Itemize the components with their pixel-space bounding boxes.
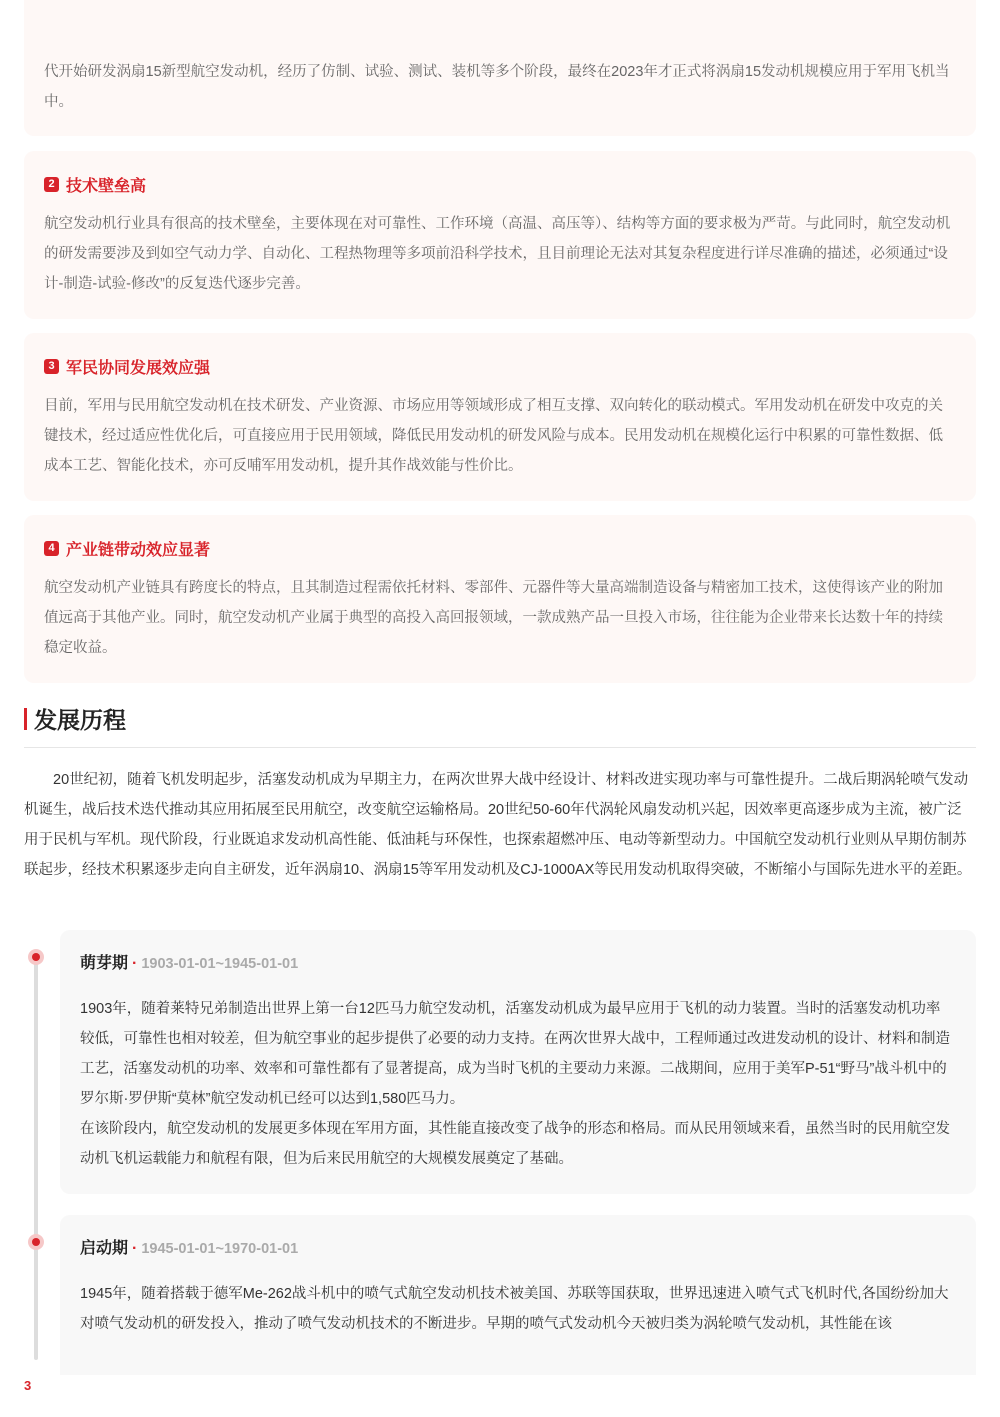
number-badge-icon: 3 [44,359,59,374]
timeline-paragraph: 在该阶段内，航空发动机的发展更多体现在军用方面，其性能直接改变了战争的形态和格局。而从民用领域来看，虽然当时的民用航空发动机飞机运载能力和航程有限，但为后来民用航空的大规模发展奠定了基础。 [80,1121,950,1167]
feature-card-text: 航空发动机行业具有很高的技术壁垒，主要体现在对可靠性、工作环境（高温、高压等）、结构等方面的要求极为严苛。与此同时，航空发动机的研发需要涉及到如空气动力学、自动化、工程热物理等多项前沿科学技术，且目前理论无法对其复杂程度进行详尽准确的描述，必须通过“设计-制造-试验-修改”的反复迭代逐步完善。 [44,216,951,292]
timeline-phase: 萌芽期 [80,955,129,972]
feature-card-text: 代开始研发涡扇15新型航空发动机，经历了仿制、试验、测试、装机等多个阶段，最终在2023年才正式将涡扇15发动机规模应用于军用飞机当中。 [44,64,950,110]
timeline-paragraph: 1903年，随着莱特兄弟制造出世界上第一台12匹马力航空发动机，活塞发动机成为最早应用于飞机的动力装置。当时的活塞发动机功率较低，可靠性也相对较差，但为航空事业的起步提供了必要的动力支持。在两次世界大战中，工程师通过改进发动机的设计、材料和制造工艺，活塞发动机的功率、效率和可靠性都有了显著提高，成为当时飞机的主要动力来源。二战期间，应用于美军P-51“野马”战斗机中的罗尔斯·罗伊斯“莫林”航空发动机已经可以达到1,580匹马力。 [80,1001,950,1107]
feature-card-text: 目前，军用与民用航空发动机在技术研发、产业资源、市场应用等领域形成了相互支撑、双向转化的联动模式。军用发动机在研发中攻克的关键技术，经过适应性优化后，可直接应用于民用领域，降低民用发动机的研发风险与成本。民用发动机在规模化运行中积累的可靠性数据、低成本工艺、智能化技术，亦可反哺军用发动机，提升其作战效能与性价比。 [44,398,943,474]
timeline-date-range: 1945-01-01~1970-01-01 [141,1241,299,1257]
feature-card-1-continued [24,0,976,136]
timeline-separator: · [132,1240,138,1257]
timeline-card-body [80,994,950,1174]
feature-card-title-row [44,355,956,377]
feature-card-3 [24,333,976,501]
timeline-dot-icon [28,1234,44,1250]
timeline-phase: 启动期 [80,1240,129,1257]
feature-card-title-row [44,173,956,195]
timeline-separator: · [132,955,138,972]
timeline-card-1 [60,930,976,1194]
timeline-paragraph: 1945年，随着搭载于德军Me-262战斗机中的喷气式航空发动机技术被美国、苏联等国获取，世界迅速进入喷气式飞机时代,各国纷纷加大对喷气发动机的研发投入，推动了喷气发动机技术的不断进步。早期的喷气式发动机今天被归类为涡轮喷气发动机，其性能在该 [80,1286,949,1332]
timeline-card-2 [60,1215,976,1375]
number-badge-icon: 2 [44,177,59,192]
section-intro: 20世纪初，随着飞机发明起步，活塞发动机成为早期主力，在两次世界大战中经设计、材料改进实现功率与可靠性提升。二战后期涡轮喷气发动机诞生，战后技术迭代推动其应用拓展至民用航空，改变航空运输格局。20世纪50-60年代涡轮风扇发动机兴起，因效率更高逐步成为主流，被广泛用于民机与军机。现代阶段，行业既追求发动机高性能、低油耗与环保性，也探索超燃冲压、电动等新型动力。中国航空发动机行业则从早期仿制苏联起步，经技术积累逐步走向自主研发，近年涡扇10、涡扇15等军用发动机及CJ-1000AX等民用发动机取得突破，不断缩小与国际先进水平的差距。 [24,772,972,878]
page-number: 3 [24,1378,32,1393]
timeline-dot-icon [28,949,44,965]
timeline-card-body [80,1279,950,1339]
feature-card-title: 技术壁垒高 [66,177,147,195]
timeline-line [34,950,38,1360]
section-heading [24,700,976,748]
feature-card-2 [24,151,976,319]
number-badge-icon: 4 [44,541,59,556]
feature-card-title: 军民协同发展效应强 [66,359,211,377]
feature-card-title-row [44,537,956,559]
timeline-date-range: 1903-01-01~1945-01-01 [141,956,299,972]
heading-accent-bar [24,708,27,730]
feature-card-text: 航空发动机产业链具有跨度长的特点，且其制造过程需依托材料、零部件、元器件等大量高端制造设备与精密加工技术，这使得该产业的附加值远高于其他产业。同时，航空发动机产业属于典型的高投入高回报领域，一款成熟产品一旦投入市场，往往能为企业带来长达数十年的持续稳定收益。 [44,580,943,656]
feature-card-4 [24,515,976,683]
section-title: 发展历程 [34,707,126,733]
timeline-card-header [80,950,950,974]
feature-card-title: 产业链带动效应显著 [66,541,211,559]
timeline-card-header [80,1235,950,1259]
